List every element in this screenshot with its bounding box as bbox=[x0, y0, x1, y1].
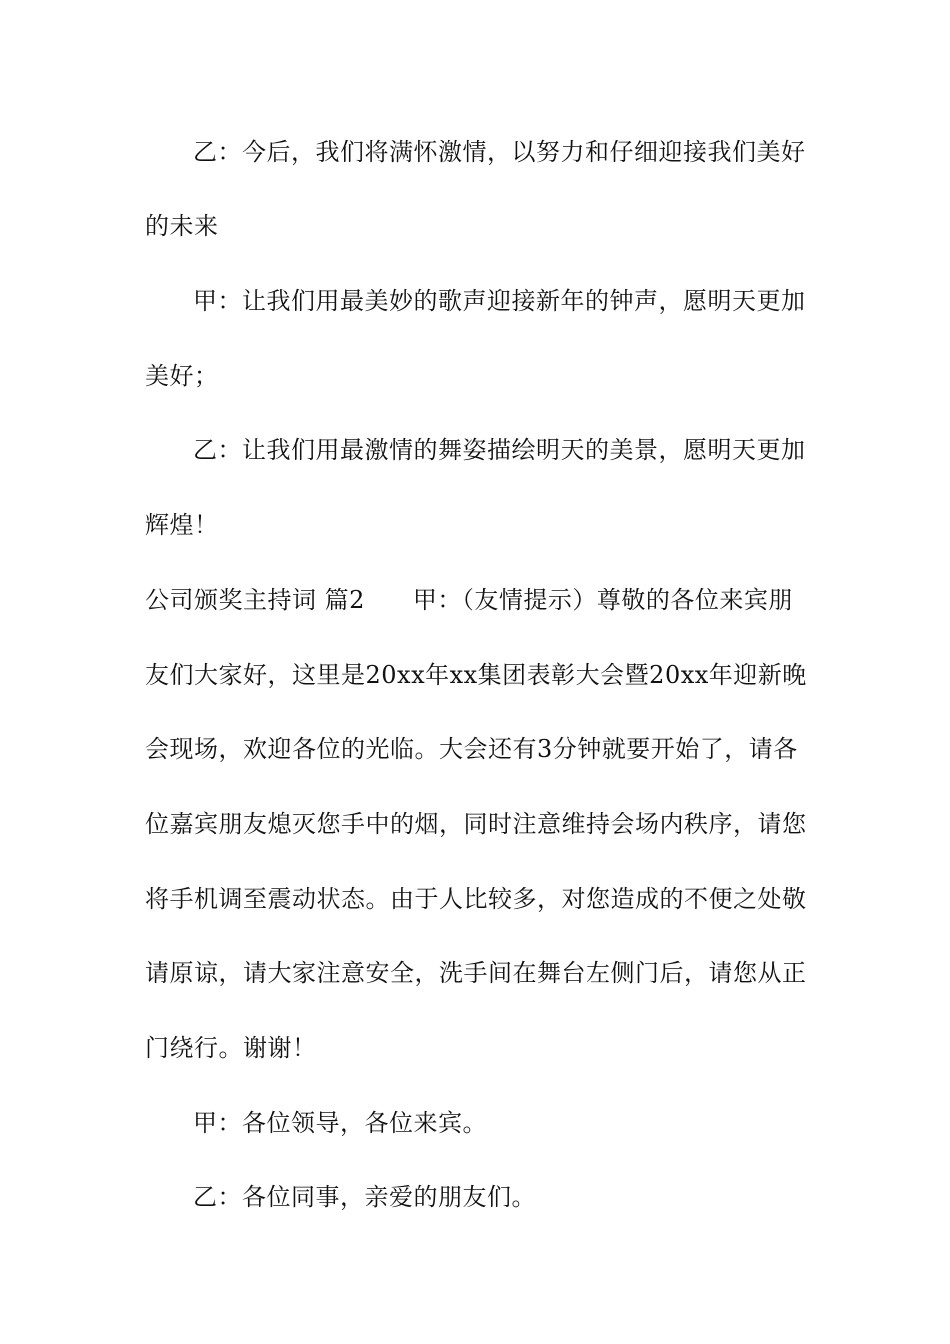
paragraph-line: 请原谅，请大家注意安全，洗手间在舞台左侧门后，请您从正 bbox=[145, 959, 807, 987]
paragraph-line: 乙：各位同事，亲爱的朋友们。 bbox=[193, 1183, 536, 1211]
paragraph-line: 甲：让我们用最美妙的歌声迎接新年的钟声，愿明天更加 bbox=[193, 287, 806, 315]
paragraph-line: 美好； bbox=[145, 362, 219, 390]
paragraph-line: 将手机调至震动状态。由于人比较多，对您造成的不便之处敬 bbox=[145, 885, 807, 913]
paragraph-line: 乙：让我们用最激情的舞姿描绘明天的美景，愿明天更加 bbox=[193, 436, 806, 464]
paragraph-line: 乙：今后，我们将满怀激情，以努力和仔细迎接我们美好 bbox=[193, 138, 806, 166]
section-title: 公司颁奖主持词 篇2 bbox=[145, 586, 365, 614]
paragraph-line: 会现场，欢迎各位的光临。大会还有3分钟就要开始了，请各 bbox=[145, 735, 798, 763]
paragraph-line: 甲：各位领导，各位来宾。 bbox=[193, 1109, 487, 1137]
paragraph-line: 的未来 bbox=[145, 212, 219, 240]
section-heading-line bbox=[145, 585, 793, 615]
paragraph-line: 位嘉宾朋友熄灭您手中的烟，同时注意维持会场内秩序，请您 bbox=[145, 810, 807, 838]
paragraph-line: 门绕行。谢谢！ bbox=[145, 1034, 317, 1062]
paragraph-line: 友们大家好，这里是20xx年xx集团表彰大会暨20xx年迎新晚 bbox=[145, 661, 807, 689]
heading-text: 甲：（友情提示）尊敬的各位来宾朋 bbox=[412, 586, 793, 614]
paragraph-line: 辉煌！ bbox=[145, 511, 219, 539]
